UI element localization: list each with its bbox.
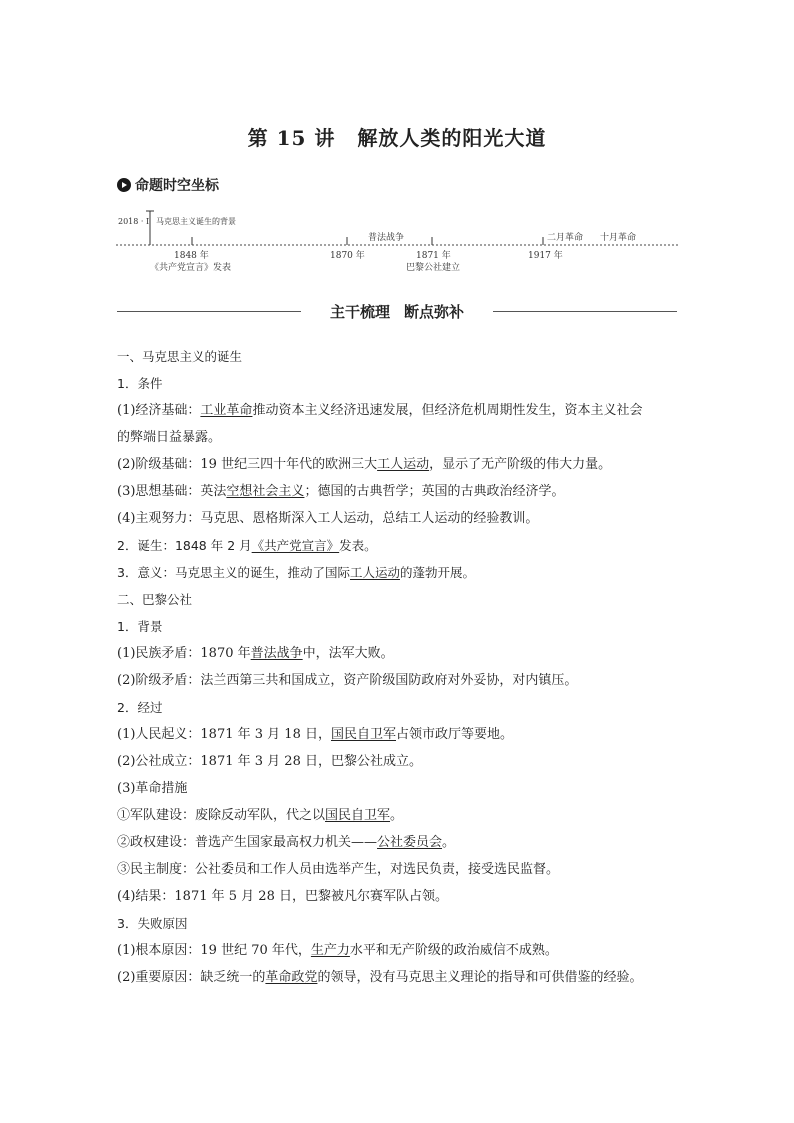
paragraph: (3)革命措施	[117, 781, 188, 796]
subheading: 1．条件	[117, 376, 163, 391]
key-term: 空想社会主义	[226, 484, 305, 499]
subheading: 1．背景	[117, 619, 163, 634]
timeline-top-note: 马克思主义诞生的背景	[156, 217, 236, 226]
subheading: 3．意义：马克思主义的诞生，推动了国际工人运动的蓬勃开展。	[117, 565, 475, 580]
timeline	[110, 205, 680, 275]
divider-right-label: 断点弥补	[404, 303, 465, 321]
paragraph: (2)公社成立：1871 年 3 月 28 日，巴黎公社成立。	[117, 754, 422, 769]
key-term: 生产力	[310, 943, 350, 958]
event-year-1870: 1870 年	[330, 251, 365, 261]
subheading: 2．经过	[117, 700, 163, 715]
paragraph: ①军队建设：废除反动军队，代之以国民自卫军。	[117, 808, 404, 823]
subheading: 3．失败原因	[117, 916, 188, 931]
divider-left-label: 主干梳理	[329, 303, 390, 321]
section-heading: 一、马克思主义的诞生	[117, 349, 243, 364]
lecture-number: 第 15 讲	[247, 126, 336, 150]
event-caption-oct: 十月革命	[600, 233, 637, 243]
key-term: 革命政党	[265, 970, 318, 985]
play-icon	[117, 178, 131, 192]
key-term: 工人运动	[377, 457, 430, 472]
lecture-title: 解放人类的阳光大道	[357, 126, 547, 150]
key-term: 国民自卫军	[330, 727, 396, 742]
paragraph: (2)重要原因：缺乏统一的革命政党的领导，没有马克思主义理论的指导和可供借鉴的经验。	[117, 970, 643, 985]
paragraph: (1)民族矛盾：1870 年普法战争中，法军大败。	[117, 646, 394, 661]
timeline-corner-label: 2018 · Ⅰ	[118, 217, 150, 226]
event-caption-commune: 巴黎公社建立	[406, 263, 461, 273]
paragraph: 的弊端日益暴露。	[117, 430, 222, 445]
event-caption-feb: 二月革命	[547, 233, 584, 243]
page-title	[0, 122, 794, 151]
paragraph: (4)结果：1871 年 5 月 28 日，巴黎被凡尔赛军队占领。	[117, 889, 448, 904]
section-divider	[117, 300, 677, 324]
key-term: 《共产党宣言》	[251, 538, 340, 553]
section-heading: 二、巴黎公社	[117, 592, 193, 607]
key-term: 公社委员会	[377, 835, 443, 850]
event-caption-war: 普法战争	[368, 233, 405, 243]
section-tag	[117, 175, 219, 195]
event-caption-1848: 《共产党宣言》发表	[150, 263, 232, 273]
key-term: 普法战争	[250, 646, 303, 661]
paragraph: (3)思想基础：英法空想社会主义；德国的古典哲学；英国的古典政治经济学。	[117, 484, 565, 499]
event-year-1871: 1871 年	[416, 251, 451, 261]
event-year-1917: 1917 年	[528, 251, 563, 261]
main-content	[117, 343, 682, 991]
paragraph: (2)阶级矛盾：法兰西第三共和国成立，资产阶级国防政府对外妥协，对内镇压。	[117, 673, 578, 688]
key-term: 工业革命	[200, 403, 253, 418]
paragraph: (1)人民起义：1871 年 3 月 18 日，国民自卫军占领市政厅等要地。	[117, 727, 514, 742]
section-tag-label: 命题时空坐标	[135, 178, 219, 194]
paragraph: ③民主制度：公社委员和工作人员由选举产生，对选民负责，接受选民监督。	[117, 862, 560, 877]
key-term: 国民自卫军	[325, 808, 391, 823]
paragraph: ②政权建设：普选产生国家最高权力机关——公社委员会。	[117, 835, 456, 850]
paragraph: (1)根本原因：19 世纪 70 年代，生产力水平和无产阶级的政治威信不成熟。	[117, 943, 558, 958]
paragraph: (1)经济基础：工业革命推动资本主义经济迅速发展，但经济危机周期性发生，资本主义社会	[117, 403, 643, 418]
paragraph: (4)主观努力：马克思、恩格斯深入工人运动，总结工人运动的经验教训。	[117, 511, 539, 526]
paragraph: (2)阶级基础：19 世纪三四十年代的欧洲三大工人运动，显示了无产阶级的伟大力量。	[117, 457, 612, 472]
key-term: 工人运动	[349, 565, 400, 580]
subheading: 2．诞生：1848 年 2 月《共产党宣言》发表。	[117, 538, 377, 553]
event-year-1848: 1848 年	[174, 251, 209, 261]
